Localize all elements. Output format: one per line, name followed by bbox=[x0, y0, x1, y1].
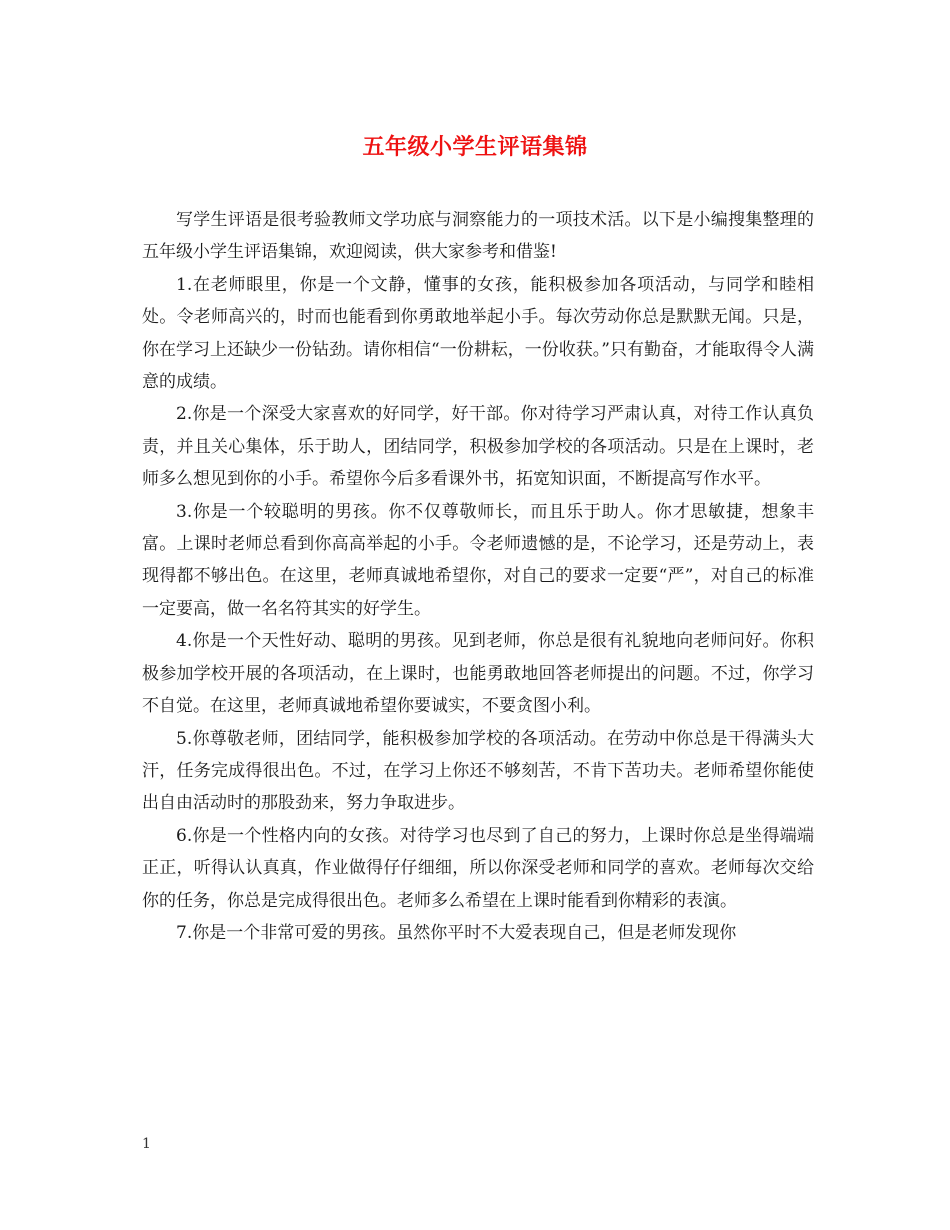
comment-paragraph-1: 1.在老师眼里，你是一个文静，懂事的女孩，能积极参加各项活动，与同学和睦相处。令老师高兴的，时而也能看到你勇敢地举起小手。每次劳动你总是默默无闻。只是，你在学习上还缺少一份钻劲。请你相信“一份耕耘，一份收获。”只有勤奋，才能取得令人满意的成绩。 bbox=[142, 274, 814, 393]
comment-paragraph-7: 7.你是一个非常可爱的男孩。虽然你平时不大爱表现自己，但是老师发现你 bbox=[176, 922, 737, 943]
comment-paragraph-4: 4.你是一个天性好动、聪明的男孩。见到老师，你总是很有礼貌地向老师问好。你积极参加学校开展的各项活动，在上课时，也能勇敢地回答老师提出的问题。不过，你学习不自觉。在这里，老师真诚地希望你要诚实，不要贪图小利。 bbox=[142, 631, 814, 717]
comment-paragraph-2: 2.你是一个深受大家喜欢的好同学，好干部。你对待学习严肃认真，对待工作认真负责，并且关心集体，乐于助人，团结同学，积极参加学校的各项活动。只是在上课时，老师多么想见到你的小手。希望你今后多看课外书，拓宽知识面，不断提高写作水平。 bbox=[142, 404, 814, 490]
intro-paragraph: 写学生评语是很考验教师文学功底与洞察能力的一项技术活。以下是小编搜集整理的五年级小学生评语集锦，欢迎阅读，供大家参考和借鉴! bbox=[142, 210, 814, 263]
comment-paragraph-5: 5.你尊敬老师，团结同学，能积极参加学校的各项活动。在劳动中你总是干得满头大汗，任务完成得很出色。不过，在学习上你还不够刻苦，不肯下苦功夫。老师希望你能使出自由活动时的那股劲来，努力争取进步。 bbox=[142, 728, 814, 814]
page-title: 五年级小学生评语集锦 bbox=[362, 134, 588, 160]
page-number: 1 bbox=[142, 1136, 151, 1152]
document-body bbox=[142, 204, 814, 949]
comment-paragraph-6: 6.你是一个性格内向的女孩。对待学习也尽到了自己的努力，上课时你总是坐得端端正正，听得认认真真，作业做得仔仔细细，所以你深受老师和同学的喜欢。老师每次交给你的任务，你总是完成得很出色。老师多么希望在上课时能看到你精彩的表演。 bbox=[142, 825, 814, 911]
comment-paragraph-3: 3.你是一个较聪明的男孩。你不仅尊敬师长，而且乐于助人。你才思敏捷，想象丰富。上课时老师总看到你高高举起的小手。令老师遗憾的是，不论学习，还是劳动上，表现得都不够出色。在这里，老师真诚地希望你，对自己的要求一定要“严”，对自己的标准一定要高，做一名名符其实的好学生。 bbox=[142, 501, 814, 619]
